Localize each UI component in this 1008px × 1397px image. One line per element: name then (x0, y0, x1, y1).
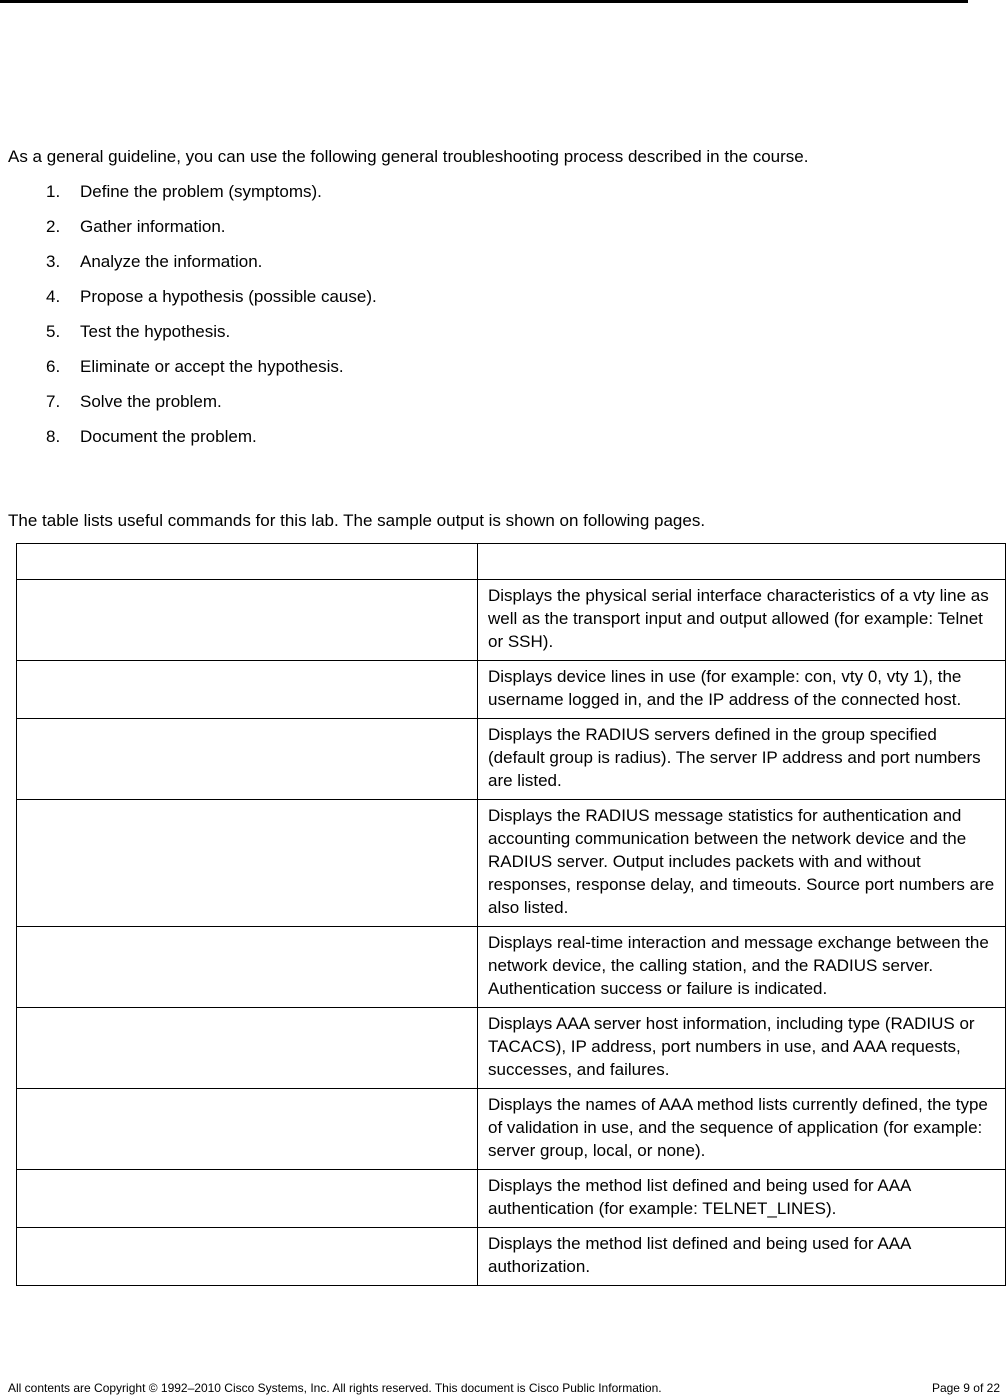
step-number: 5. (46, 322, 61, 341)
step-number: 2. (46, 217, 61, 236)
page-footer (8, 1381, 1000, 1395)
description-cell: Displays the RADIUS message statistics for authentication and accounting communication between the network device and the RADIUS server. Output includes packets with and without responses, response delay, and timeouts. Source port numbers are also listed. (478, 800, 1006, 927)
step-text: Define the problem (symptoms). (80, 182, 322, 201)
table-row (17, 661, 1006, 719)
description-cell: Displays the method list defined and being used for AAA authentication (for example: TELNET_LINES). (478, 1170, 1006, 1228)
table-row (17, 800, 1006, 927)
commands-table (16, 543, 1006, 1286)
table-row (17, 1170, 1006, 1228)
command-cell (17, 661, 478, 719)
step-text: Gather information. (80, 217, 226, 236)
step-number: 3. (46, 252, 61, 271)
command-header-cell (17, 544, 478, 580)
step-number: 1. (46, 182, 61, 201)
top-rule (0, 0, 968, 3)
intro-paragraph: As a general guideline, you can use the following general troubleshooting process described in the course. (8, 147, 809, 166)
step-item (46, 426, 377, 461)
table-row (17, 1228, 1006, 1286)
table-row (17, 927, 1006, 1008)
command-cell (17, 927, 478, 1008)
command-cell (17, 580, 478, 661)
step-number: 6. (46, 357, 61, 376)
step-item (46, 391, 377, 426)
step-item (46, 251, 377, 286)
description-cell: Displays device lines in use (for example: con, vty 0, vty 1), the username logged in, and the IP address of the connected host. (478, 661, 1006, 719)
table-intro: The table lists useful commands for this lab. The sample output is shown on following pages. (8, 511, 706, 530)
step-text: Solve the problem. (80, 392, 222, 411)
step-text: Eliminate or accept the hypothesis. (80, 357, 344, 376)
description-cell: Displays the names of AAA method lists currently defined, the type of validation in use, and the sequence of application (for example: server group, local, or none). (478, 1089, 1006, 1170)
command-cell (17, 719, 478, 800)
table-row (17, 580, 1006, 661)
step-text: Document the problem. (80, 427, 257, 446)
step-item (46, 356, 377, 391)
step-item (46, 181, 377, 216)
command-cell (17, 1228, 478, 1286)
command-cell (17, 1089, 478, 1170)
step-item (46, 321, 377, 356)
command-cell (17, 1008, 478, 1089)
step-item (46, 286, 377, 321)
step-item (46, 216, 377, 251)
command-cell (17, 1170, 478, 1228)
troubleshooting-steps (46, 181, 377, 461)
description-cell: Displays AAA server host information, including type (RADIUS or TACACS), IP address, port numbers in use, and AAA requests, successes, and failures. (478, 1008, 1006, 1089)
command-cell (17, 800, 478, 927)
table-row (17, 719, 1006, 800)
description-cell: Displays real-time interaction and message exchange between the network device, the calling station, and the RADIUS server. Authentication success or failure is indicated. (478, 927, 1006, 1008)
description-cell: Displays the physical serial interface characteristics of a vty line as well as the transport input and output allowed (for example: Telnet or SSH). (478, 580, 1006, 661)
step-text: Test the hypothesis. (80, 322, 231, 341)
table-header-row (17, 544, 1006, 580)
table-row (17, 1008, 1006, 1089)
page-number: Page 9 of 22 (931, 1381, 1000, 1395)
description-header-cell (478, 544, 1006, 580)
copyright-notice: All contents are Copyright © 1992–2010 Cisco Systems, Inc. All rights reserved. This document is Cisco Public Information. (8, 1381, 662, 1395)
step-number: 8. (46, 427, 61, 446)
step-text: Analyze the information. (80, 252, 263, 271)
description-cell: Displays the RADIUS servers defined in the group specified (default group is radius). The server IP address and port numbers are listed. (478, 719, 1006, 800)
table-row (17, 1089, 1006, 1170)
step-number: 4. (46, 287, 61, 306)
description-cell: Displays the method list defined and being used for AAA authorization. (478, 1228, 1006, 1286)
step-number: 7. (46, 392, 61, 411)
step-text: Propose a hypothesis (possible cause). (80, 287, 377, 306)
